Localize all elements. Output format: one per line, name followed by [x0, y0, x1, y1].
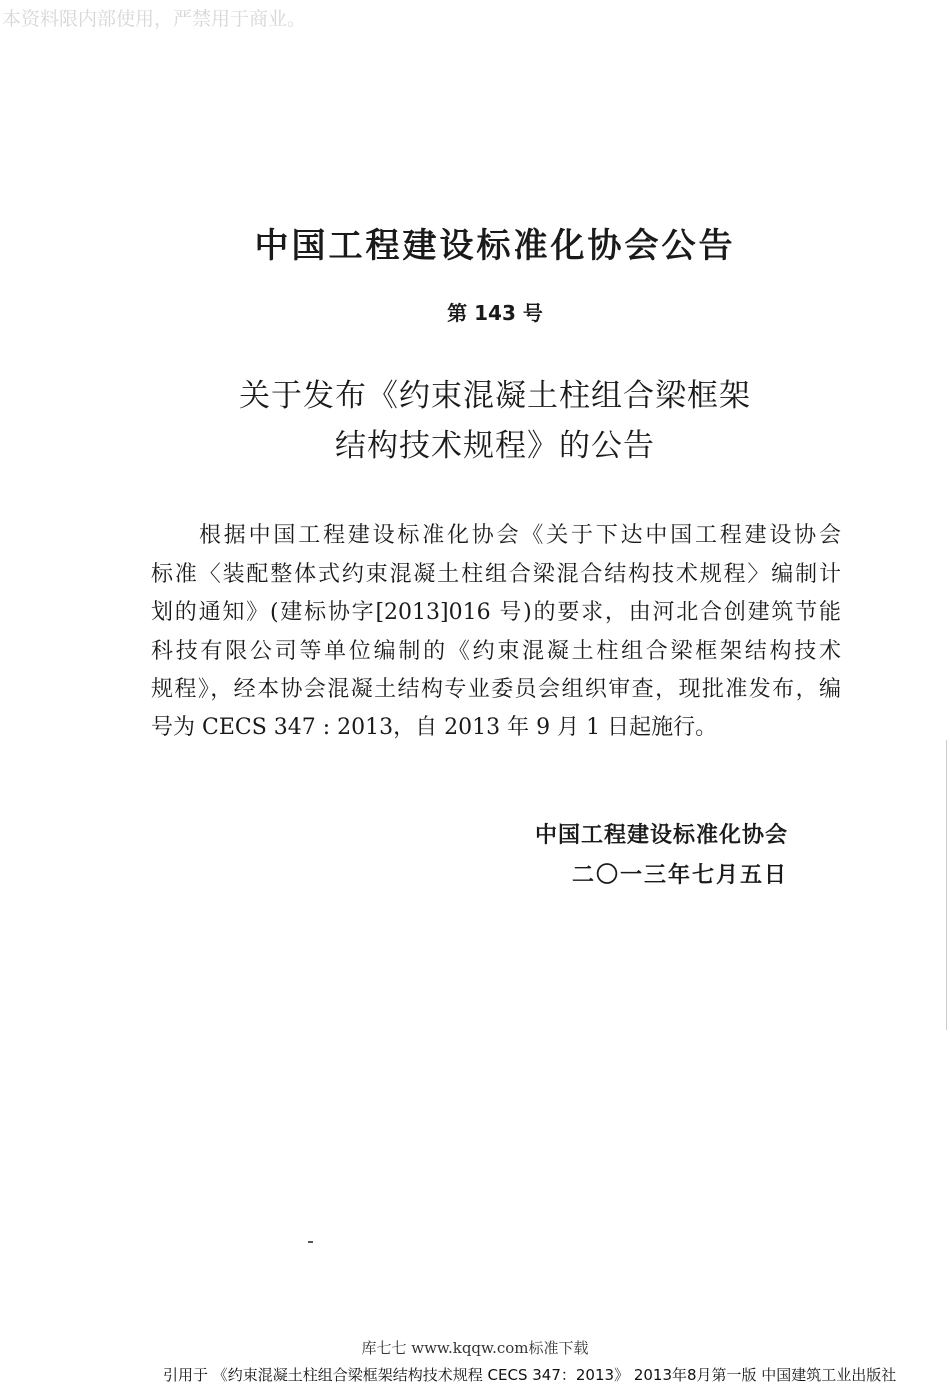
footer-download-site: 库七七 www.kqqw.com标准下载	[361, 1339, 589, 1357]
watermark-text: 本资料限内部使用，严禁用于商业。	[2, 8, 307, 30]
footer-citation: 引用于 《约束混凝土柱组合梁框架结构技术规程 CECS 347：2013》 2013年8月第一版 中国建筑工业出版社	[163, 1366, 897, 1384]
announcement-subject-line-2: 结构技术规程》的公告	[335, 428, 655, 464]
signature-organization: 中国工程建设标准化协会	[534, 823, 788, 848]
body-line-6: 号为 CECS 347 : 2013，自 2013 年 9 月 1 日起施行。	[151, 715, 718, 740]
announcement-org-title: 中国工程建设标准化协会公告	[254, 226, 736, 266]
signature-date: 二〇一三年七月五日	[571, 863, 788, 888]
scan-edge-line	[946, 740, 947, 1030]
body-line-1: 根据中国工程建设标准化协会《关于下达中国工程建设协会	[199, 523, 841, 548]
scan-speck	[308, 1241, 313, 1243]
announcement-subject-line-1: 关于发布《约束混凝土柱组合梁框架	[239, 378, 751, 414]
body-line-4: 科技有限公司等单位编制的《约束混凝土柱组合梁框架结构技术	[151, 639, 841, 664]
body-line-3: 划的通知》(建标协字[2013]016 号)的要求，由河北合创建筑节能	[151, 600, 841, 625]
body-line-2: 标准〈装配整体式约束混凝土柱组合梁混合结构技术规程〉编制计	[151, 562, 841, 587]
body-line-5: 规程》，经本协会混凝土结构专业委员会组织审查，现批准发布，编	[151, 677, 841, 702]
announcement-number: 第 143 号	[447, 301, 543, 325]
